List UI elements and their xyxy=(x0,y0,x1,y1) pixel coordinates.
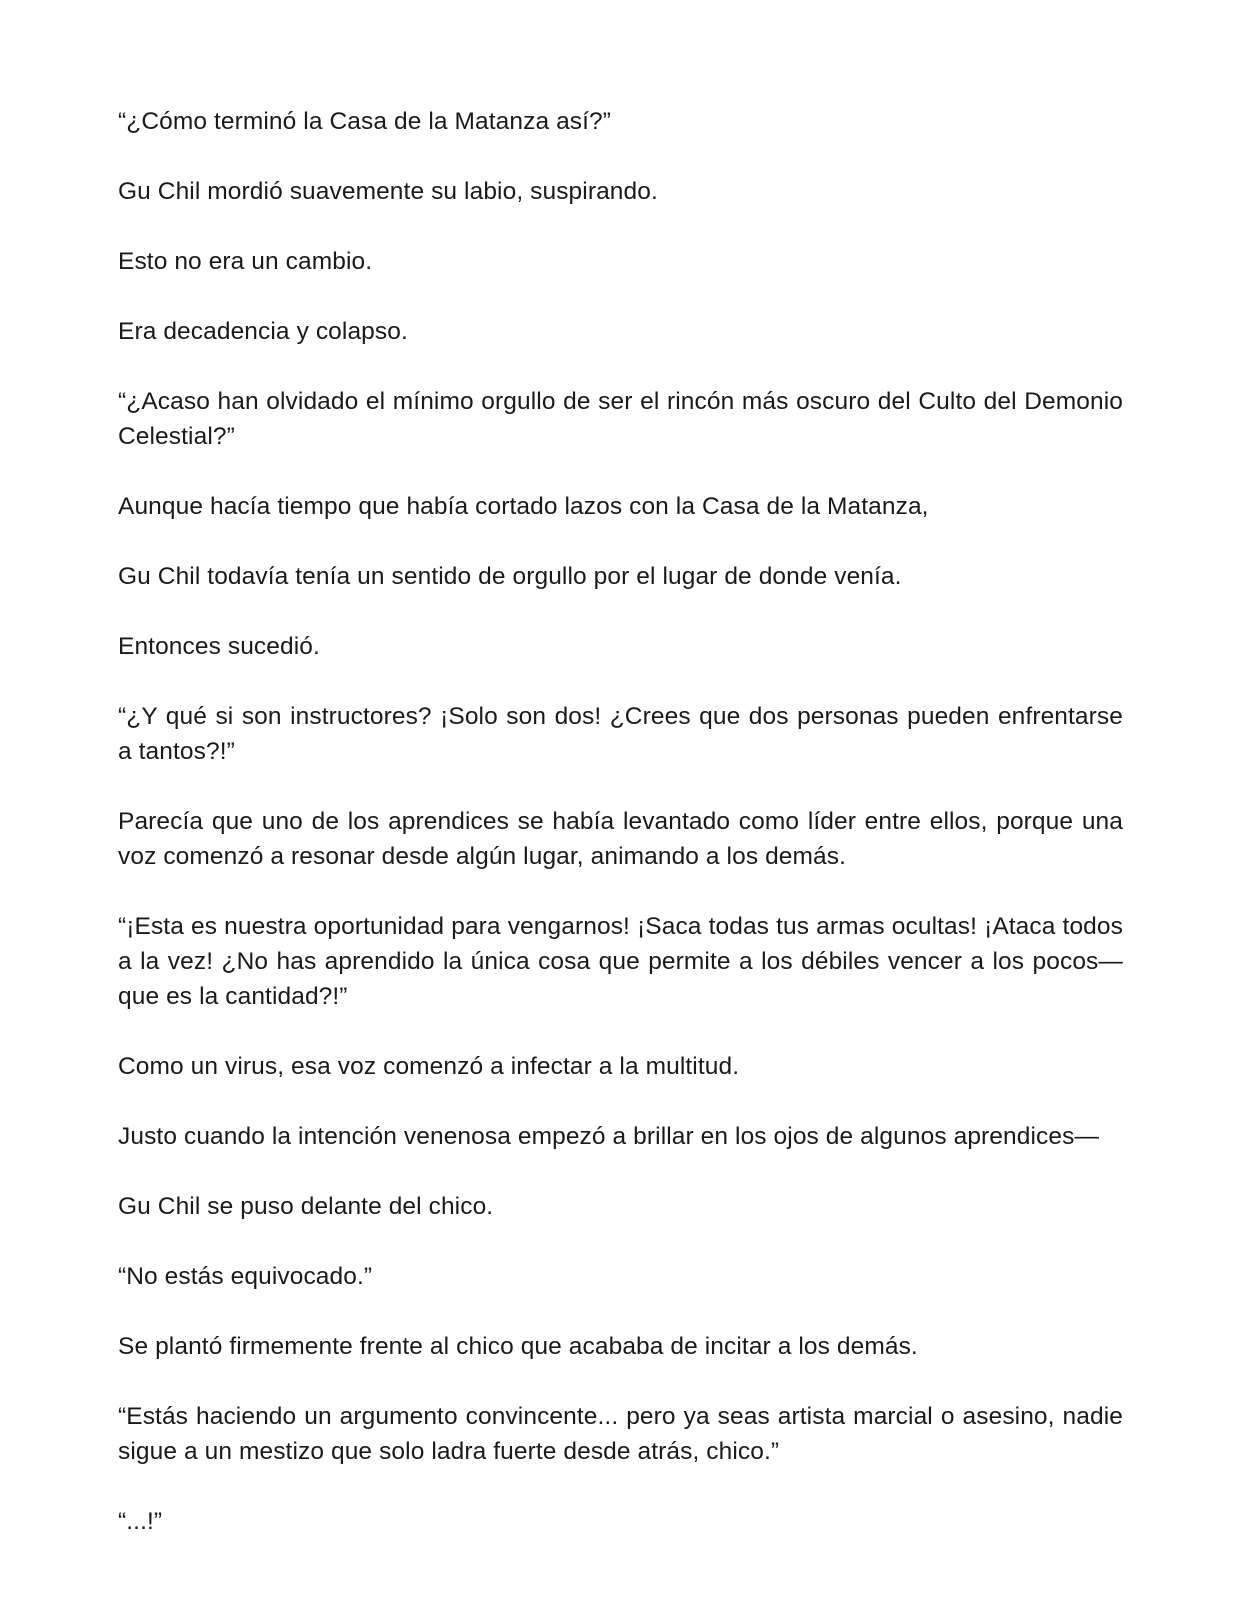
paragraph-13: Justo cuando la intención venenosa empezó a brillar en los ojos de algunos aprendices— xyxy=(118,1123,1100,1150)
paragraph-12: Como un virus, esa voz comenzó a infectar a la multitud. xyxy=(118,1053,740,1080)
document-page xyxy=(118,104,1123,1539)
paragraph-15: “No estás equivocado.” xyxy=(118,1263,373,1290)
paragraph-7: Gu Chil todavía tenía un sentido de orgullo por el lugar de donde venía. xyxy=(118,563,902,590)
paragraph-2: Gu Chil mordió suavemente su labio, suspirando. xyxy=(118,178,658,205)
paragraph-14: Gu Chil se puso delante del chico. xyxy=(118,1193,494,1220)
paragraph-4: Era decadencia y colapso. xyxy=(118,318,408,345)
paragraph-18: “...!” xyxy=(118,1508,163,1535)
paragraph-3: Esto no era un cambio. xyxy=(118,248,373,275)
paragraph-16: Se plantó firmemente frente al chico que acababa de incitar a los demás. xyxy=(118,1333,918,1360)
paragraph-9: “¿Y qué si son instructores? ¡Solo son dos! ¿Crees que dos personas pueden enfrentarse a tantos?!” xyxy=(118,703,1123,765)
paragraph-1: “¿Cómo terminó la Casa de la Matanza así?” xyxy=(118,108,612,135)
paragraph-11: “¡Esta es nuestra oportunidad para vengarnos! ¡Saca todas tus armas ocultas! ¡Ataca todos a la vez! ¿No has aprendido la única cosa que permite a los débiles vencer a los pocos—que es la cantidad?!” xyxy=(118,913,1123,1010)
paragraph-10: Parecía que uno de los aprendices se había levantado como líder entre ellos, porque una voz comenzó a resonar desde algún lugar, animando a los demás. xyxy=(118,808,1123,870)
paragraph-6: Aunque hacía tiempo que había cortado lazos con la Casa de la Matanza, xyxy=(118,493,929,520)
paragraph-17: “Estás haciendo un argumento convincente... pero ya seas artista marcial o asesino, nadie sigue a un mestizo que solo ladra fuerte desde atrás, chico.” xyxy=(118,1403,1123,1465)
paragraph-5: “¿Acaso han olvidado el mínimo orgullo de ser el rincón más oscuro del Culto del Demonio Celestial?” xyxy=(118,388,1123,450)
paragraph-8: Entonces sucedió. xyxy=(118,633,320,660)
